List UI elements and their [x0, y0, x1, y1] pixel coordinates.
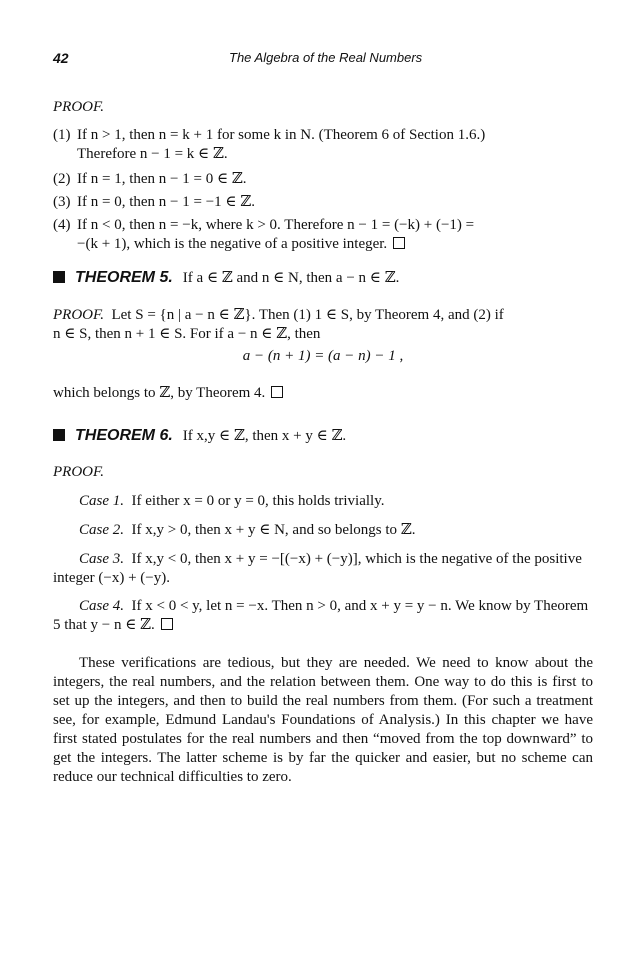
proof-item-3	[53, 193, 593, 212]
proof-label: PROOF.	[53, 464, 104, 480]
case-label: Case 1.	[79, 493, 124, 509]
theorem-bullet-icon	[53, 429, 65, 441]
running-title: The Algebra of the Real Numbers	[229, 50, 423, 65]
item-text: If n = 1, then n − 1 = 0 ∈ ℤ.	[77, 171, 247, 187]
theorem-6	[53, 426, 593, 446]
item-text: If n > 1, then n = k + 1 for some k in N. (Theorem 6 of Section 1.6.)	[77, 127, 486, 143]
case-label: Case 2.	[79, 522, 124, 538]
case-2	[53, 521, 593, 540]
closing-paragraph: These verifications are tedious, but they are needed. We need to know about the integers, the real numbers, and the relation between them. One way to do this is first to set up the integers, and then to build the real numbers from them. (For such a treatment see, for example, Edmund Landau's Foundations of Analysis.) In this chapter we have first stated postulates for the real numbers and then “moved from the top downward” to get the integers. The latter scheme is by far the quicker and easier, but no scheme can reduce our technical difficulties to zero.	[53, 655, 593, 785]
case-text: If either x = 0 or y = 0, this holds trivially.	[131, 493, 385, 509]
theorem-statement: If a ∈ ℤ and n ∈ N, then a − n ∈ ℤ.	[182, 270, 400, 286]
qed-square-icon	[271, 386, 283, 398]
case-1	[53, 492, 593, 511]
case-3	[53, 550, 593, 588]
item-number: (4)	[53, 217, 71, 233]
item-text-continued: Therefore n − 1 = k ∈ ℤ.	[77, 146, 228, 162]
proof-item-2	[53, 170, 593, 189]
theorem-5-proof	[53, 306, 593, 344]
running-header	[53, 50, 593, 70]
proof-item-1	[53, 126, 593, 164]
case-text: If x < 0 < y, let n = −x. Then n > 0, and x + y = y − n. We know by Theorem 5 that y − n ∈ ℤ.	[53, 598, 589, 633]
qed-square-icon	[161, 618, 173, 630]
equation: a − (n + 1) = (a − n) − 1 ,	[242, 348, 404, 364]
item-number: (3)	[53, 194, 71, 210]
theorem-statement: If x,y ∈ ℤ, then x + y ∈ ℤ.	[182, 428, 347, 444]
proof-text-continued: n ∈ S, then n + 1 ∈ S. For if a − n ∈ ℤ, then	[53, 326, 321, 342]
case-4	[53, 597, 593, 635]
item-text-continued: −(k + 1), which is the negative of a positive integer.	[77, 236, 388, 252]
theorem-5	[53, 268, 593, 288]
case-label: Case 4.	[79, 598, 124, 614]
proof-item-4	[53, 216, 593, 254]
proof-label: PROOF.	[53, 307, 104, 323]
page-number: 42	[53, 50, 69, 66]
case-text: If x,y > 0, then x + y ∈ N, and so belongs to ℤ.	[131, 522, 416, 538]
item-text: If n < 0, then n = −k, where k > 0. Therefore n − 1 = (−k) + (−1) =	[77, 217, 475, 233]
case-text: If x,y < 0, then x + y = −[(−x) + (−y)], which is the negative of the positive integer (−x) + (−y).	[53, 551, 582, 586]
item-number: (2)	[53, 171, 71, 187]
theorem-label: THEOREM 5.	[75, 269, 173, 286]
proof-label: PROOF.	[53, 99, 104, 115]
item-number: (1)	[53, 127, 71, 143]
qed-square-icon	[393, 237, 405, 249]
item-text: If n = 0, then n − 1 = −1 ∈ ℤ.	[77, 194, 255, 210]
theorem-label: THEOREM 6.	[75, 427, 173, 444]
proof-text: Let S = {n | a − n ∈ ℤ}. Then (1) 1 ∈ S, by Theorem 4, and (2) if	[111, 307, 504, 323]
theorem-5-conclusion	[53, 384, 593, 403]
case-label: Case 3.	[79, 551, 124, 567]
conclusion-text: which belongs to ℤ, by Theorem 4.	[53, 385, 266, 401]
theorem-bullet-icon	[53, 271, 65, 283]
